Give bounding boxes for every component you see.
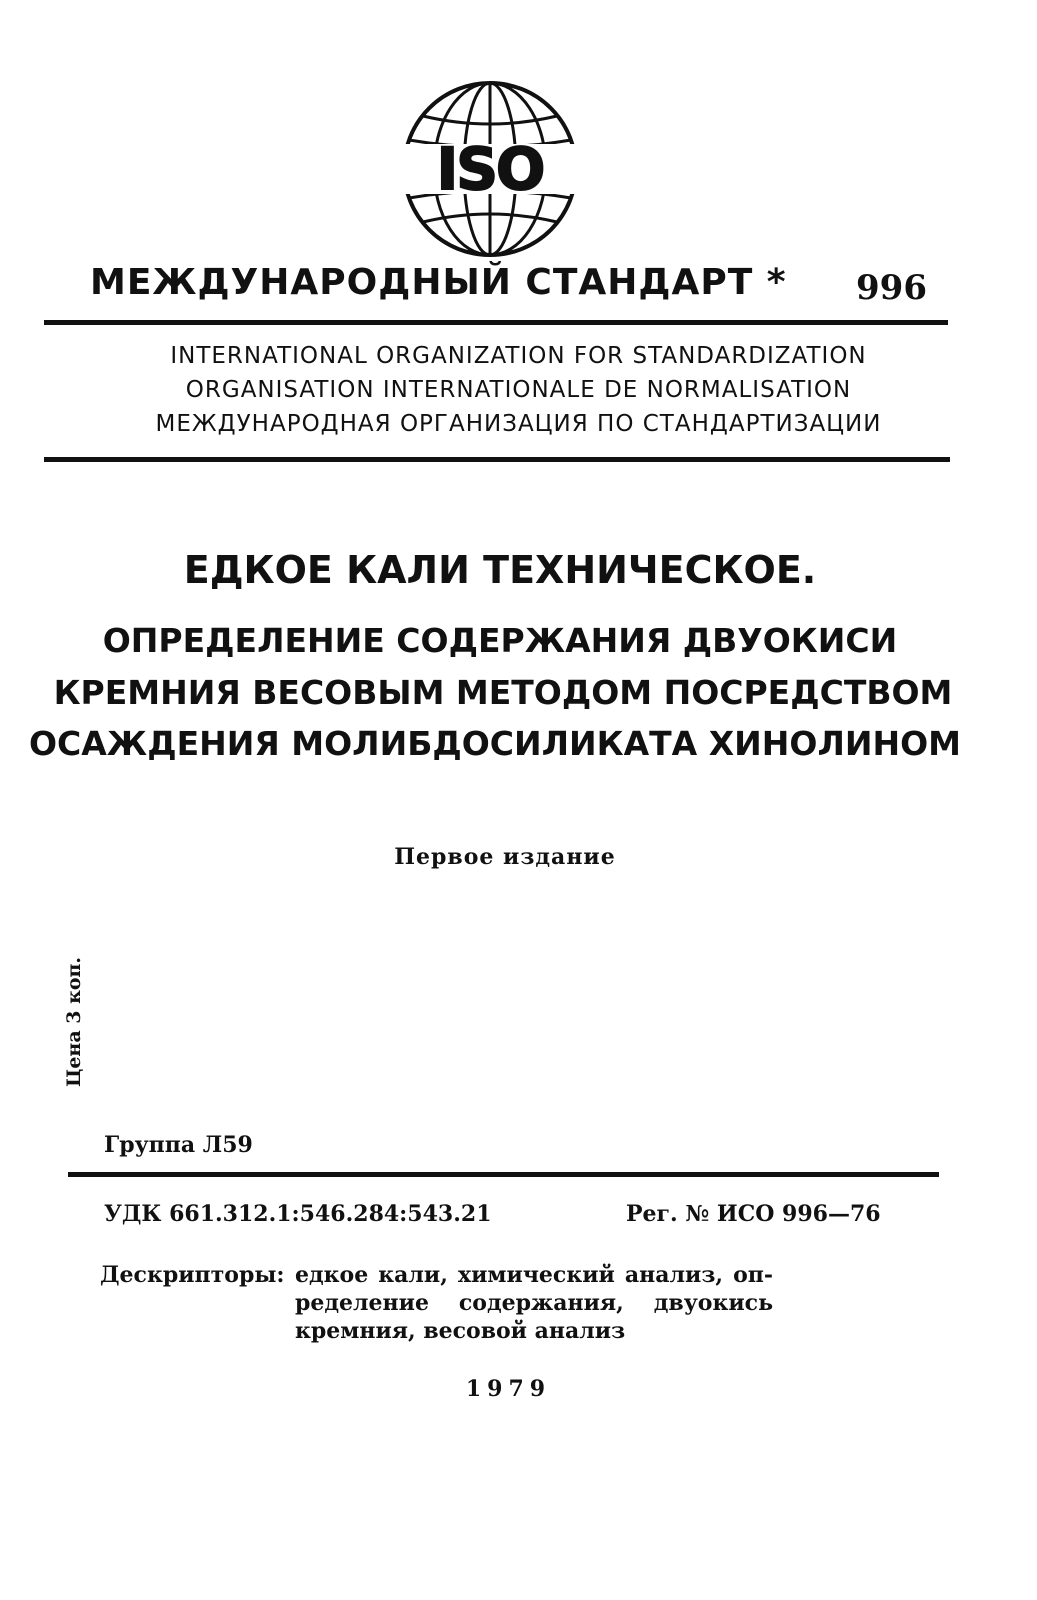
organization-name-fr: ORGANISATION INTERNATIONALE DE NORMALISATION <box>185 377 852 403</box>
udk-code: УДК 661.312.1:546.284:543.21 <box>104 1201 492 1227</box>
standard-title: МЕЖДУНАРОДНЫЙ СТАНДАРТ * <box>90 262 787 303</box>
document-title-line-2: ОПРЕДЕЛЕНИЕ СОДЕРЖАНИЯ ДВУОКИСИ <box>102 621 898 660</box>
organization-rule <box>44 457 950 462</box>
registration-number: Рег. № ИСО 996—76 <box>626 1201 881 1227</box>
group-code: Группа Л59 <box>104 1132 253 1158</box>
document-title-line-4: ОСАЖДЕНИЯ МОЛИБДОСИЛИКАТА ХИНОЛИНОМ <box>29 724 961 763</box>
organization-name-ru: МЕЖДУНАРОДНАЯ ОРГАНИЗАЦИЯ ПО СТАНДАРТИЗАЦИИ <box>155 411 882 437</box>
iso-globe-logo <box>395 74 585 264</box>
descriptors-line-1: едкое кали, химический анализ, оп- <box>295 1262 773 1288</box>
descriptors-line-2: ределение содержания, двуокись <box>295 1290 773 1316</box>
price-label: Цена 3 коп. <box>63 956 85 1088</box>
document-title-line-3: КРЕМНИЯ ВЕСОВЫМ МЕТОДОМ ПОСРЕДСТВОМ <box>53 673 953 712</box>
standard-number: 996 <box>856 268 927 308</box>
publication-year: 1979 <box>465 1376 552 1402</box>
edition-label: Первое издание <box>394 844 616 870</box>
document-title-line-1: ЕДКОЕ КАЛИ ТЕХНИЧЕСКОЕ. <box>183 548 817 592</box>
descriptors-line-3: кремния, весовой анализ <box>295 1318 626 1344</box>
footer-rule <box>68 1172 939 1177</box>
organization-name-en: INTERNATIONAL ORGANIZATION FOR STANDARDIZATION <box>170 343 867 369</box>
descriptors-label: Дескрипторы: <box>100 1262 285 1288</box>
iso-logo-text: ISO <box>436 135 544 203</box>
header-rule <box>44 320 948 325</box>
